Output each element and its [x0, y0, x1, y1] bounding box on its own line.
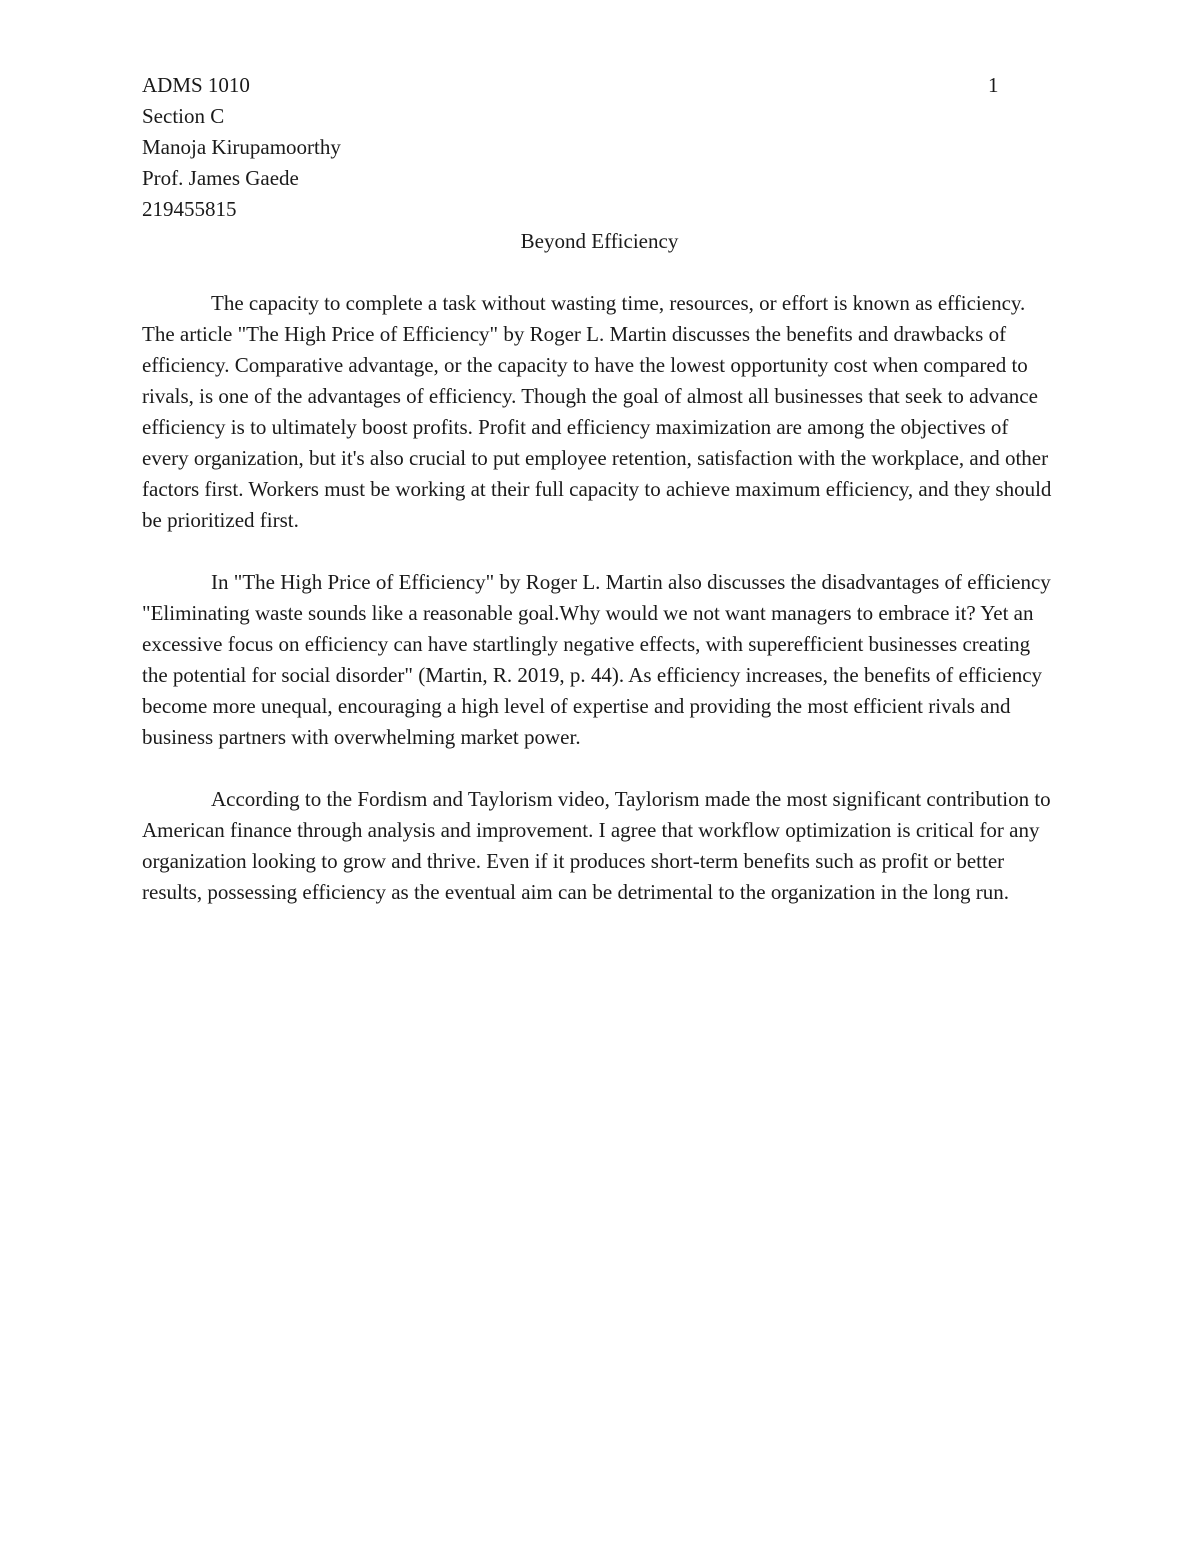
- course-section: Section C: [142, 104, 225, 128]
- heading-block: [142, 70, 1002, 225]
- paragraph-3: According to the Fordism and Taylorism video, Taylorism made the most significant contribution to American finance through analysis and improvement. I agree that workflow optimization is critical for any organization looking to grow and thrive. Even if it produces short-term benefits such as profit or better results, possessing efficiency as the eventual aim can be detrimental to the organization in the long run.: [142, 787, 1051, 904]
- student-name: Manoja Kirupamoorthy: [142, 135, 341, 159]
- course-code: ADMS 1010: [142, 73, 250, 97]
- paragraph-1: The capacity to complete a task without wasting time, resources, or effort is known as efficiency. The article "The High Price of Efficiency" by Roger L. Martin discusses the benefits and drawbacks of efficiency. Comparative advantage, or the capacity to have the lowest opportunity cost when compared to rivals, is one of the advantages of efficiency. Though the goal of almost all businesses that seek to advance efficiency is to ultimately boost profits. Profit and efficiency maximization are among the objectives of every organization, but it's also crucial to put employee retention, satisfaction with the workplace, and other factors first. Workers must be working at their full capacity to achieve maximum efficiency, and they should be prioritized first.: [142, 291, 1052, 532]
- essay-title: Beyond Efficiency: [520, 229, 679, 253]
- student-id: 219455815: [142, 197, 237, 221]
- page-number: 1: [988, 73, 999, 97]
- paragraph-2: In "The High Price of Efficiency" by Roger L. Martin also discusses the disadvantages of efficiency "Eliminating waste sounds like a reasonable goal.Why would we not want managers to embrace it? Yet an excessive focus on efficiency can have startlingly negative effects, with superefficient businesses creating the potential for social disorder" (Martin, R. 2019, p. 44). As efficiency increases, the benefits of efficiency become more unequal, encouraging a high level of expertise and providing the most efficient rivals and business partners with overwhelming market power.: [142, 570, 1051, 749]
- professor-name: Prof. James Gaede: [142, 166, 299, 190]
- essay-body: [142, 288, 1060, 939]
